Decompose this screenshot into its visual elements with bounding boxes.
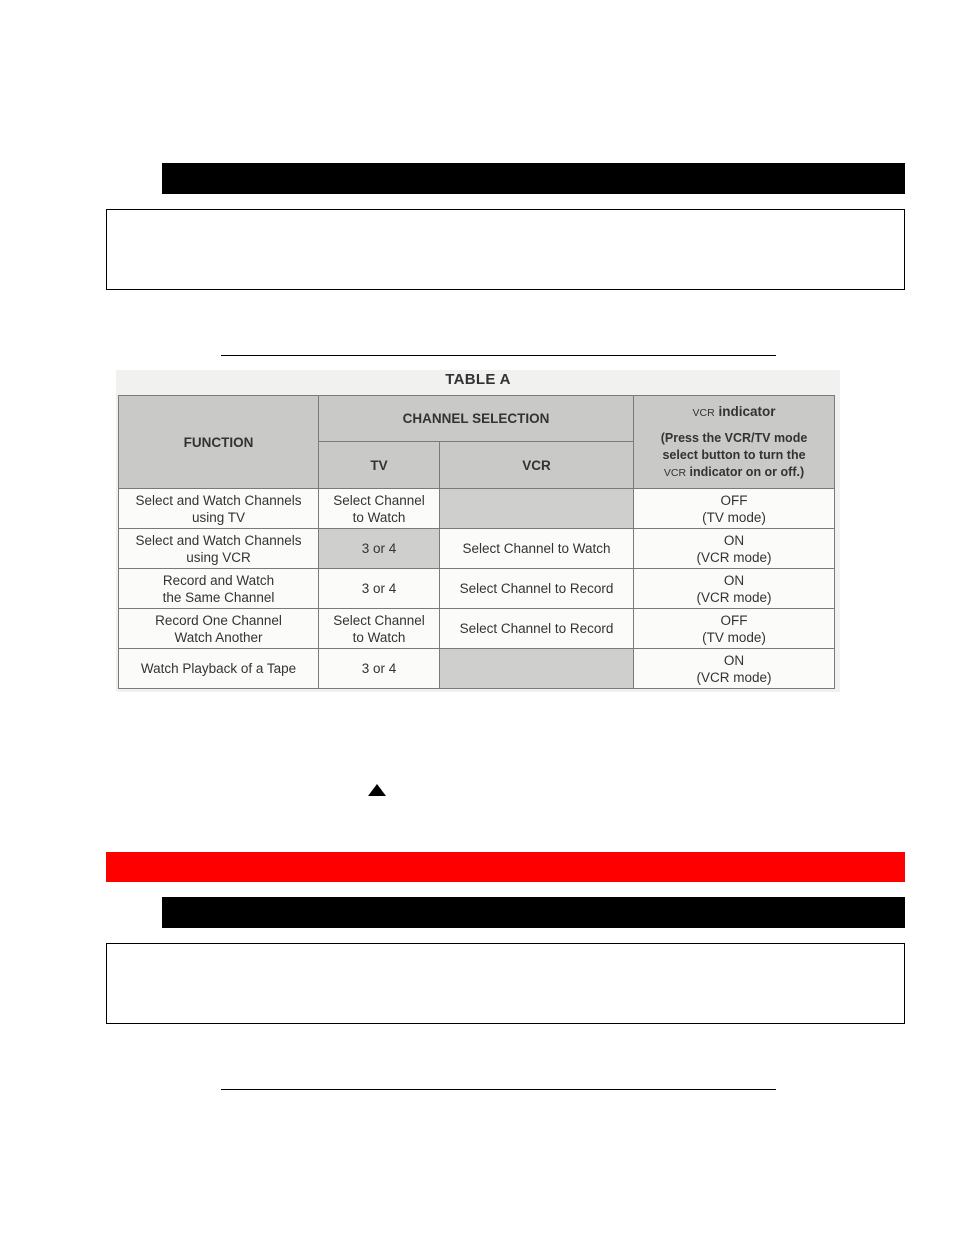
chapter-header-bar [106,852,905,882]
table-row: Select and Watch Channels using VCR 3 or 4 Select Channel to Watch ON (VCR mode) [119,529,835,569]
triangle-up-icon[interactable] [368,784,386,796]
table-title: TABLE A [445,371,511,388]
header-tv: TV [319,442,440,489]
section-header-bar-2 [162,897,905,928]
channel-table [118,395,835,689]
table-a-scan [116,370,840,692]
section-header-bar [162,163,905,194]
table-row: Record and Watch the Same Channel 3 or 4 Select Channel to Record ON (VCR mode) [119,569,835,609]
horizontal-rule-2 [221,1089,776,1090]
text-box-2 [106,943,905,1024]
table-row: Record One Channel Watch Another Select Channel to Watch Select Channel to Record OFF (TV mode) [119,609,835,649]
table-row: Watch Playback of a Tape 3 or 4 ON (VCR mode) [119,649,835,689]
text-box [106,209,905,290]
table-row: Select and Watch Channels using TV Select Channel to Watch OFF (TV mode) [119,489,835,529]
header-function: FUNCTION [119,396,319,489]
header-indicator: VCR indicator (Press the VCR/TV mode select button to turn the VCR indicator on or off.) [634,396,835,489]
header-channel-selection: CHANNEL SELECTION [319,396,634,442]
horizontal-rule [221,355,776,356]
header-vcr: VCR [440,442,634,489]
